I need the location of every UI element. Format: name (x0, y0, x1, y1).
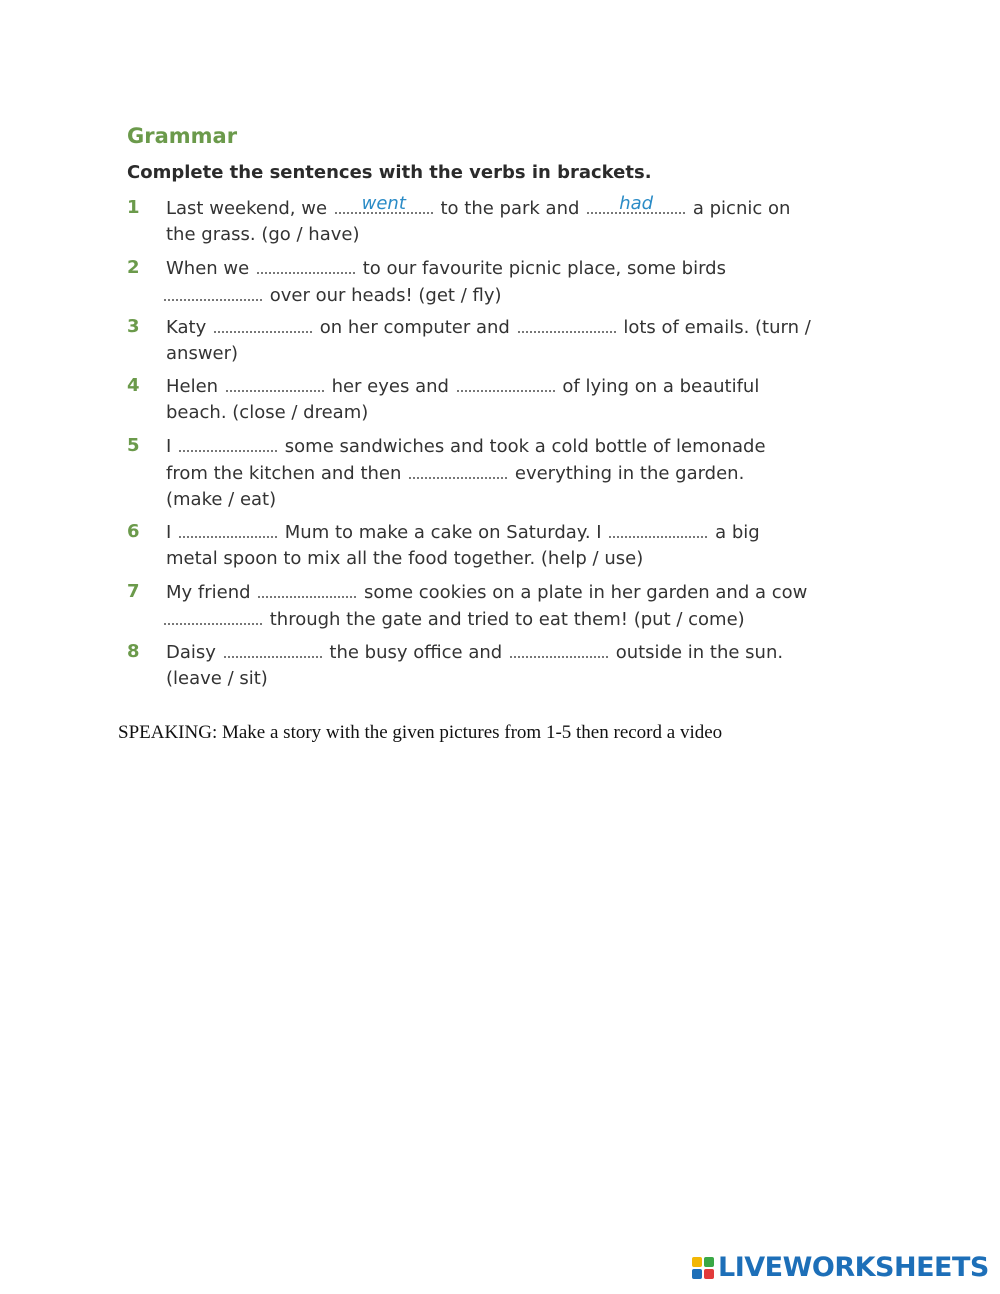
answer-blank[interactable] (258, 578, 356, 598)
sentence-text: her eyes and (331, 376, 449, 397)
answer-blank[interactable] (587, 194, 685, 214)
logo-icon (692, 1257, 714, 1279)
answer-input[interactable] (164, 601, 262, 623)
answer-blank[interactable] (214, 313, 312, 333)
item-line (166, 638, 783, 666)
sentence-text: on her computer and (319, 317, 510, 338)
answer-blank[interactable] (518, 313, 616, 333)
answer-input[interactable] (179, 428, 277, 450)
answer-blank[interactable] (224, 638, 322, 658)
sentence-text: When we (166, 258, 250, 279)
item-line (166, 194, 790, 222)
sentence-text: metal spoon to mix all the food together. (help / use) (166, 548, 644, 569)
answer-input[interactable] (609, 514, 707, 536)
sentence-text: some cookies on a plate in her garden and a cow (364, 582, 808, 603)
liveworksheets-logo (692, 1252, 989, 1283)
item-number: 4 (127, 375, 140, 396)
sentence-text: I (166, 436, 172, 457)
answer-input[interactable] (258, 574, 356, 596)
item-line (166, 578, 807, 606)
speaking-instruction: SPEAKING: Make a story with the given pictures from 1-5 then record a video (118, 722, 723, 743)
instruction: Complete the sentences with the verbs in brackets. (127, 162, 652, 183)
sentence-text: from the kitchen and then (166, 463, 402, 484)
answer-text: had (619, 193, 654, 214)
item-number: 1 (127, 197, 140, 218)
answer-input[interactable] (510, 634, 608, 656)
sentence-text: the grass. (go / have) (166, 224, 360, 245)
sentence-text: of lying on a beautiful (562, 376, 760, 397)
answer-blank[interactable] (164, 281, 262, 301)
item-line (164, 605, 745, 633)
sentence-text: a picnic on (692, 198, 791, 219)
sentence-text: over our heads! (get / fly) (269, 285, 502, 306)
sentence-text: to the park and (440, 198, 580, 219)
answer-input[interactable] (457, 368, 555, 390)
item-number: 5 (127, 435, 140, 456)
item-number: 2 (127, 257, 140, 278)
sentence-text: answer) (166, 343, 239, 364)
answer-blank[interactable] (457, 372, 555, 392)
answer-blank[interactable] (335, 194, 433, 214)
sentence-text: everything in the garden. (514, 463, 745, 484)
sentence-text: Last weekend, we (166, 198, 328, 219)
item-number: 7 (127, 581, 140, 602)
answer-input[interactable] (257, 250, 355, 272)
sentence-text: beach. (close / dream) (166, 402, 369, 423)
answer-blank[interactable] (257, 254, 355, 274)
item-line (166, 372, 759, 400)
answer-input[interactable] (224, 634, 322, 656)
item-number: 3 (127, 316, 140, 337)
sentence-text: My friend (166, 582, 251, 603)
answer-input[interactable] (179, 514, 277, 536)
sentence-text: Katy (166, 317, 207, 338)
answer-blank[interactable] (609, 518, 707, 538)
sentence-text: Daisy (166, 642, 216, 663)
answer-blank[interactable] (164, 605, 262, 625)
answer-blank[interactable] (409, 459, 507, 479)
sentence-text: (make / eat) (166, 489, 277, 510)
item-line (166, 313, 811, 341)
sentence-text: to our favourite picnic place, some birds (362, 258, 726, 279)
item-line (166, 518, 760, 546)
sentence-text: lots of emails. (turn / (623, 317, 811, 338)
section-title: Grammar (127, 124, 238, 148)
sentence-text: I (166, 522, 172, 543)
answer-blank[interactable] (179, 432, 277, 452)
answer-blank[interactable] (179, 518, 277, 538)
answer-input[interactable] (214, 309, 312, 331)
sentence-text: outside in the sun. (615, 642, 784, 663)
answer-blank[interactable] (226, 372, 324, 392)
sentence-text: the busy office and (329, 642, 503, 663)
answer-text: went (361, 193, 406, 214)
sentence-text: through the gate and tried to eat them! (put / come) (269, 609, 745, 630)
item-line (164, 281, 502, 309)
item-number: 6 (127, 521, 140, 542)
sentence-text: Mum to make a cake on Saturday. I (284, 522, 602, 543)
item-line (166, 459, 744, 487)
answer-input[interactable] (518, 309, 616, 331)
sentence-text: a big (715, 522, 760, 543)
sentence-text: some sandwiches and took a cold bottle of lemonade (284, 436, 766, 457)
sentence-text: (leave / sit) (166, 668, 268, 689)
sentence-text: Helen (166, 376, 219, 397)
answer-input[interactable] (409, 455, 507, 477)
item-number: 8 (127, 641, 140, 662)
answer-input[interactable] (164, 277, 262, 299)
logo-text: LIVEWORKSHEETS (718, 1252, 989, 1283)
answer-blank[interactable] (510, 638, 608, 658)
answer-input[interactable] (226, 368, 324, 390)
